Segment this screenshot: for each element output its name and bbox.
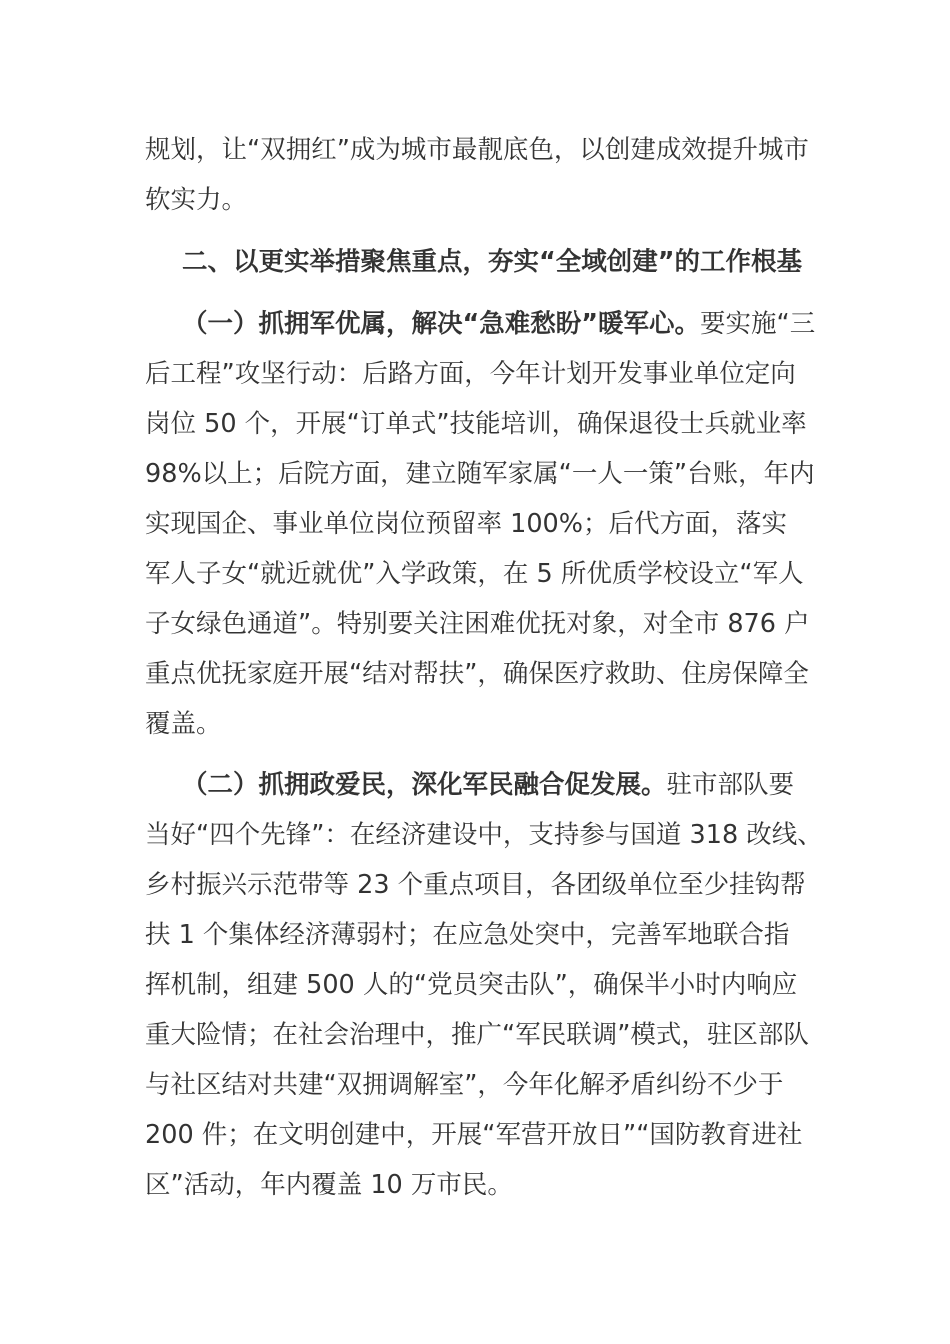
subsection-2-first-line xyxy=(182,768,794,802)
paragraph-line: 军人子女“就近就优”入学政策，在 5 所优质学校设立“军人 xyxy=(145,559,804,589)
paragraph-line: 挥机制，组建 500 人的“党员突击队”，确保半小时内响应 xyxy=(145,970,798,1000)
paragraph-line: 后工程”攻坚行动：后路方面，今年计划开发事业单位定向 xyxy=(145,359,796,389)
paragraph-line: 子女绿色通道”。特别要关注困难优抚对象，对全市 876 户 xyxy=(145,609,810,639)
paragraph-line: 岗位 50 个，开展“订单式”技能培训，确保退役士兵就业率 xyxy=(145,409,807,439)
paragraph-line: 扶 1 个集体经济薄弱村；在应急处突中，完善军地联合指 xyxy=(145,920,790,950)
paragraph-line: 乡村振兴示范带等 23 个重点项目，各团级单位至少挂钩帮 xyxy=(145,870,806,900)
subsection-2-lead-text: 驻市部队要 xyxy=(666,770,795,800)
paragraph-line: 重点优抚家庭开展“结对帮扶”，确保医疗救助、住房保障全 xyxy=(145,659,809,689)
subsection-1-heading: （一）抓拥军优属，解决“急难愁盼”暖军心。 xyxy=(182,309,701,339)
subsection-2-heading: （二）抓拥政爱民，深化军民融合促发展。 xyxy=(182,770,667,800)
paragraph-line: 与社区结对共建“双拥调解室”，今年化解矛盾纠纷不少于 xyxy=(145,1070,784,1100)
paragraph-line: 重大险情；在社会治理中，推广“军民联调”模式，驻区部队 xyxy=(145,1020,809,1050)
subsection-1-lead-text: 要实施“三 xyxy=(700,309,816,339)
paragraph-line: 覆盖。 xyxy=(145,709,222,739)
paragraph-line: 98%以上；后院方面，建立随军家属“一人一策”台账，年内 xyxy=(145,459,815,489)
subsection-1-first-line xyxy=(182,307,815,341)
paragraph-line: 当好“四个先锋”：在经济建设中，支持参与国道 318 改线、 xyxy=(145,820,823,850)
paragraph-line: 区”活动，年内覆盖 10 万市民。 xyxy=(145,1170,513,1200)
paragraph-line: 实现国企、事业单位岗位预留率 100%；后代方面，落实 xyxy=(145,509,788,539)
section-heading: 二、以更实举措聚焦重点，夯实“全域创建”的工作根基 xyxy=(182,247,803,277)
intro-line: 规划，让“双拥红”成为城市最靓底色，以创建成效提升城市 xyxy=(145,135,809,165)
intro-line: 软实力。 xyxy=(145,185,248,215)
paragraph-line: 200 件；在文明创建中，开展“军营开放日”“国防教育进社 xyxy=(145,1120,803,1150)
